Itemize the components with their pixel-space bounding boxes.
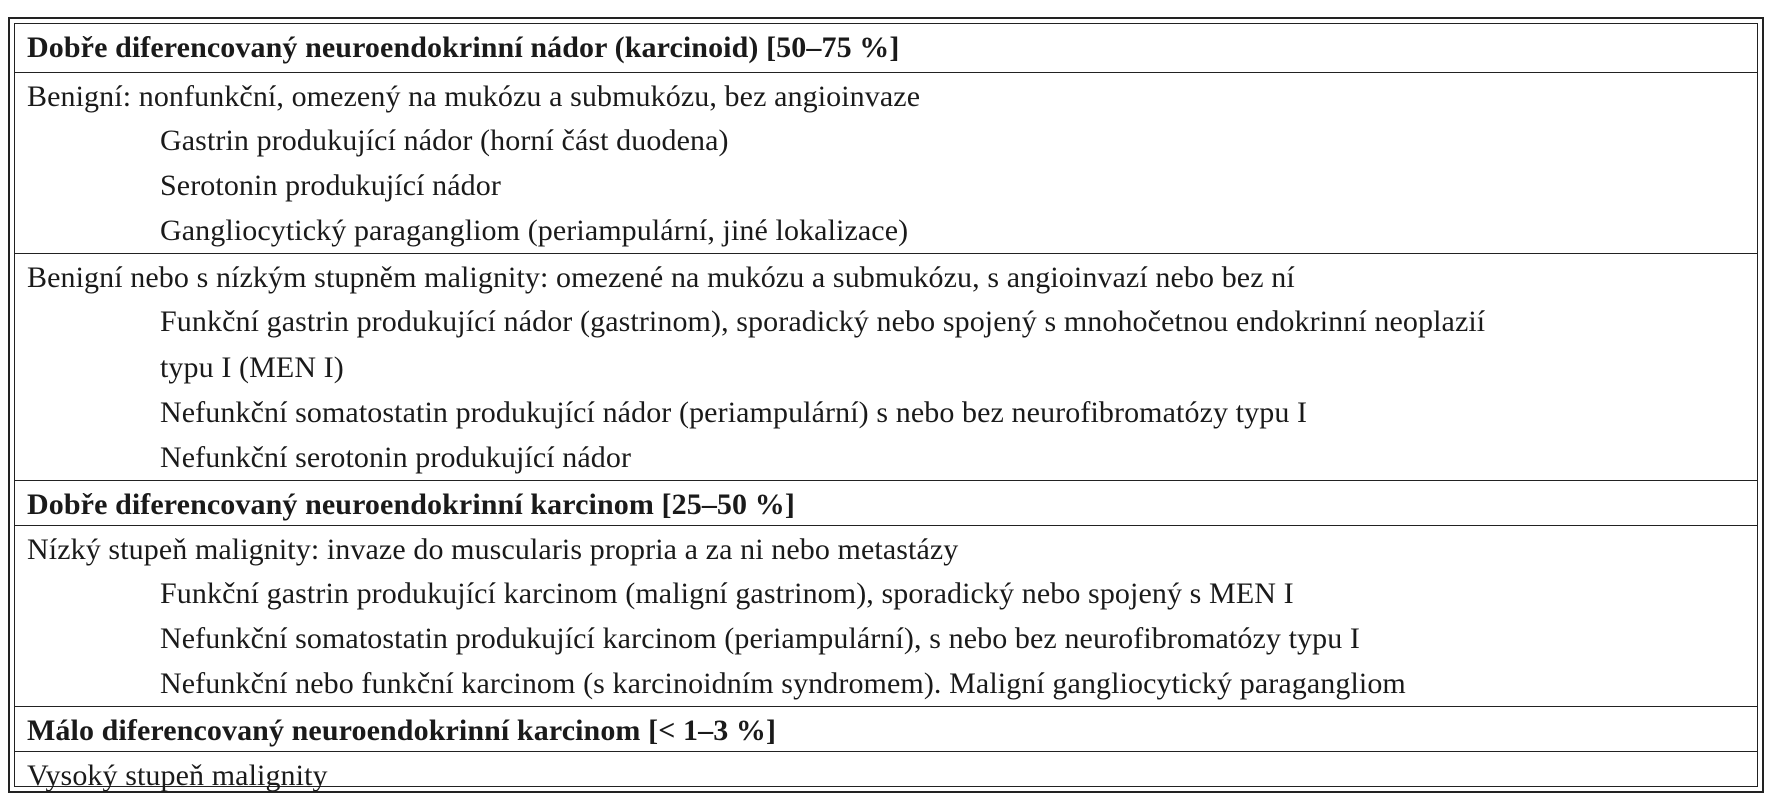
list-item-text: Nefunkční somatostatin produkující karcinom (periampulární), s nebo bez neurofibromatózy typu I xyxy=(160,622,1360,655)
section-heading-row xyxy=(15,480,1757,528)
list-item-text: Gangliocytický paragangliom (periampulární, jiné lokalizace) xyxy=(160,214,909,247)
section-heading-row xyxy=(15,706,1757,754)
list-item-text: Nefunkční serotonin produkující nádor xyxy=(160,441,632,474)
list-item-text: Nefunkční nebo funkční karcinom (s karcinoidním syndromem). Maligní gangliocytický paragangliom xyxy=(160,667,1406,700)
group-label: Nízký stupeň malignity: invaze do muscularis propria a za ni nebo metastázy xyxy=(27,533,959,566)
list-item-text: typu I (MEN I) xyxy=(160,351,344,384)
group-label: Benigní nebo s nízkým stupněm malignity: omezené na mukózu a submukózu, s angioinvazí nebo bez ní xyxy=(27,261,1295,294)
section-heading: Málo diferencovaný neuroendokrinní karcinom [< 1–3 %] xyxy=(27,714,777,747)
classification-table xyxy=(14,23,1758,792)
group-label: Benigní: nonfunkční, omezený na mukózu a submukózu, bez angioinvaze xyxy=(27,80,921,113)
list-item xyxy=(15,570,1757,618)
section-heading: Dobře diferencovaný neuroendokrinní nádor (karcinoid) [50–75 %] xyxy=(27,31,900,64)
group-label-row xyxy=(15,751,1757,799)
list-item-text: Serotonin produkující nádor xyxy=(160,169,501,202)
group-label: Vysoký stupeň malignity xyxy=(27,759,328,792)
list-item-text: Funkční gastrin produkující nádor (gastrinom), sporadický nebo spojený s mnohočetnou endokrinní neoplazií xyxy=(160,305,1486,338)
list-item-text: Gastrin produkující nádor (horní část duodena) xyxy=(160,124,729,157)
list-item xyxy=(15,117,1757,165)
list-item xyxy=(15,660,1757,708)
list-item xyxy=(15,389,1757,437)
group-label-row xyxy=(15,253,1757,301)
list-item-text: Nefunkční somatostatin produkující nádor (periampulární) s nebo bez neurofibromatózy typu I xyxy=(160,396,1308,429)
list-item xyxy=(15,207,1757,255)
list-item xyxy=(15,298,1757,346)
list-item xyxy=(15,615,1757,663)
list-item xyxy=(15,434,1757,482)
list-item xyxy=(15,162,1757,210)
group-label-row xyxy=(15,525,1757,573)
section-heading-row xyxy=(15,24,1757,72)
table-frame xyxy=(8,17,1764,793)
group-label-row xyxy=(15,72,1757,120)
list-item-text: Funkční gastrin produkující karcinom (maligní gastrinom), sporadický nebo spojený s MEN I xyxy=(160,577,1294,610)
list-item xyxy=(15,344,1757,392)
section-heading: Dobře diferencovaný neuroendokrinní karcinom [25–50 %] xyxy=(27,488,795,521)
